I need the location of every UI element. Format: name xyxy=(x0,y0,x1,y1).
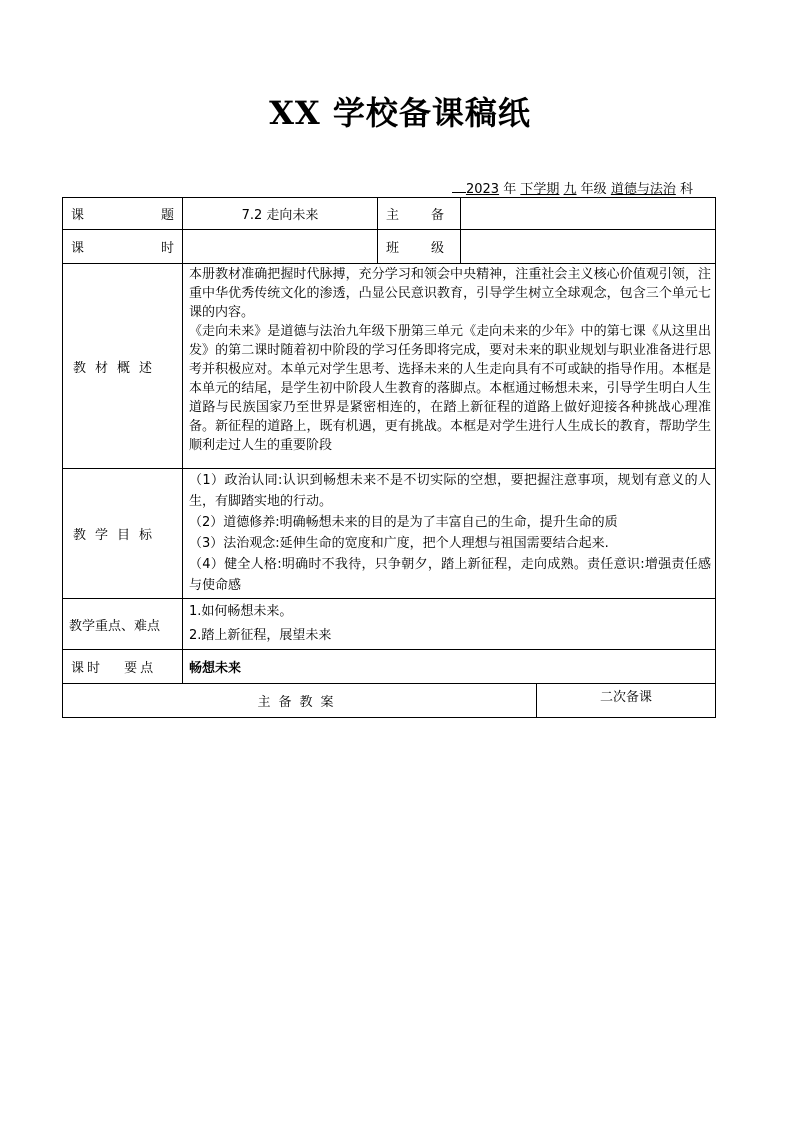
goal-item-2: （2）道德修养:明确畅想未来的目的是为了丰富自己的生命，提升生命的质 xyxy=(189,515,618,530)
goals-row xyxy=(63,469,716,599)
class-value[interactable] xyxy=(461,230,716,264)
lead-label-char-1: 主 xyxy=(386,208,400,223)
keypoints-row xyxy=(63,599,716,650)
year-suffix: 年 xyxy=(503,182,517,197)
page-title: XX 学校备课稿纸 xyxy=(269,94,531,132)
period-row xyxy=(63,230,716,264)
goal-item-4: （4）健全人格:明确时不我待，只争朝夕，踏上新征程，走向成熟。责任意识:增强责任感与使命感 xyxy=(189,557,711,593)
keypoints-content[interactable] xyxy=(183,599,716,650)
keypoint-item-2: 2.踏上新征程，展望未来 xyxy=(189,628,332,643)
period-label-char-1: 课 xyxy=(71,241,85,256)
goal-item-3: （3）法治观念:延伸生命的宽度和广度，把个人理想与祖国需要结合起来. xyxy=(189,536,609,551)
subject: 道德与法治 xyxy=(610,182,676,197)
keypoints-label: 教学重点、难点 xyxy=(63,599,183,650)
overview-label: 教材概述 xyxy=(63,264,183,469)
lead-label-char-2: 备 xyxy=(430,208,444,223)
essentials-value[interactable]: 畅想未来 xyxy=(183,650,716,684)
essentials-row xyxy=(63,650,716,684)
year: 2023 xyxy=(465,182,500,197)
lesson-plan-table xyxy=(62,197,716,718)
main-plan-header: 主备教案 xyxy=(63,684,537,718)
grade: 九 xyxy=(563,182,577,197)
grade-suffix: 年级 xyxy=(580,182,607,197)
essentials-label: 课时 要点 xyxy=(63,650,183,684)
goals-content[interactable] xyxy=(183,469,716,599)
period-value[interactable] xyxy=(183,230,378,264)
topic-label-char-2: 题 xyxy=(160,208,174,223)
subject-suffix: 科 xyxy=(679,182,693,197)
goal-item-1: （1）政治认同:认识到畅想未来不是不切实际的空想，要把握注意事项，规划有意义的人生，有脚踏实地的行动。 xyxy=(189,473,711,509)
semester: 下学期 xyxy=(520,182,560,197)
topic-label xyxy=(63,198,183,230)
topic-row xyxy=(63,198,716,230)
second-plan-header: 二次备课 xyxy=(537,684,716,718)
period-label-char-2: 时 xyxy=(160,241,174,256)
topic-value[interactable]: 7.2 走向未来 xyxy=(183,198,378,230)
lead-teacher-label xyxy=(378,198,461,230)
overview-content[interactable] xyxy=(183,264,716,469)
footer-row xyxy=(63,684,716,718)
overview-row xyxy=(63,264,716,469)
class-label xyxy=(378,230,461,264)
class-label-char-1: 班 xyxy=(386,241,400,256)
class-label-char-2: 级 xyxy=(430,241,444,256)
overview-paragraph-2: 《走向未来》是道德与法治九年级下册第三单元《走向未来的少年》中的第七课《从这里出发》的第二课时随着初中阶段的学习任务即将完成，要对未来的职业规划与职业准备进行思考并积极应对。本单元对学生思考、选择未来的人生走向具有不可或缺的指导作用。本框是本单元的结尾，是学生初中阶段人生教育的落脚点。本框通过畅想未来，引导学生明白人生道路与民族国家乃至世界是紧密相连的，在踏上新征程的道路上做好迎接各种挑战心理准备。新征程的道路上，既有机遇，更有挑战。本框是对学生进行人生成长的教育，帮助学生顺利走过人生的重要阶段 xyxy=(189,324,711,453)
blank-underline xyxy=(452,180,466,193)
topic-label-char-1: 课 xyxy=(71,208,85,223)
course-info-line xyxy=(452,178,693,197)
period-label xyxy=(63,230,183,264)
lead-teacher-value[interactable] xyxy=(461,198,716,230)
keypoint-item-1: 1.如何畅想未来。 xyxy=(189,604,293,619)
goals-label: 教学目标 xyxy=(63,469,183,599)
overview-paragraph-1: 本册教材准确把握时代脉搏，充分学习和领会中央精神，注重社会主义核心价值观引领，注重中华优秀传统文化的渗透，凸显公民意识教育，引导学生树立全球观念，包含三个单元七课的内容。 xyxy=(189,267,711,320)
